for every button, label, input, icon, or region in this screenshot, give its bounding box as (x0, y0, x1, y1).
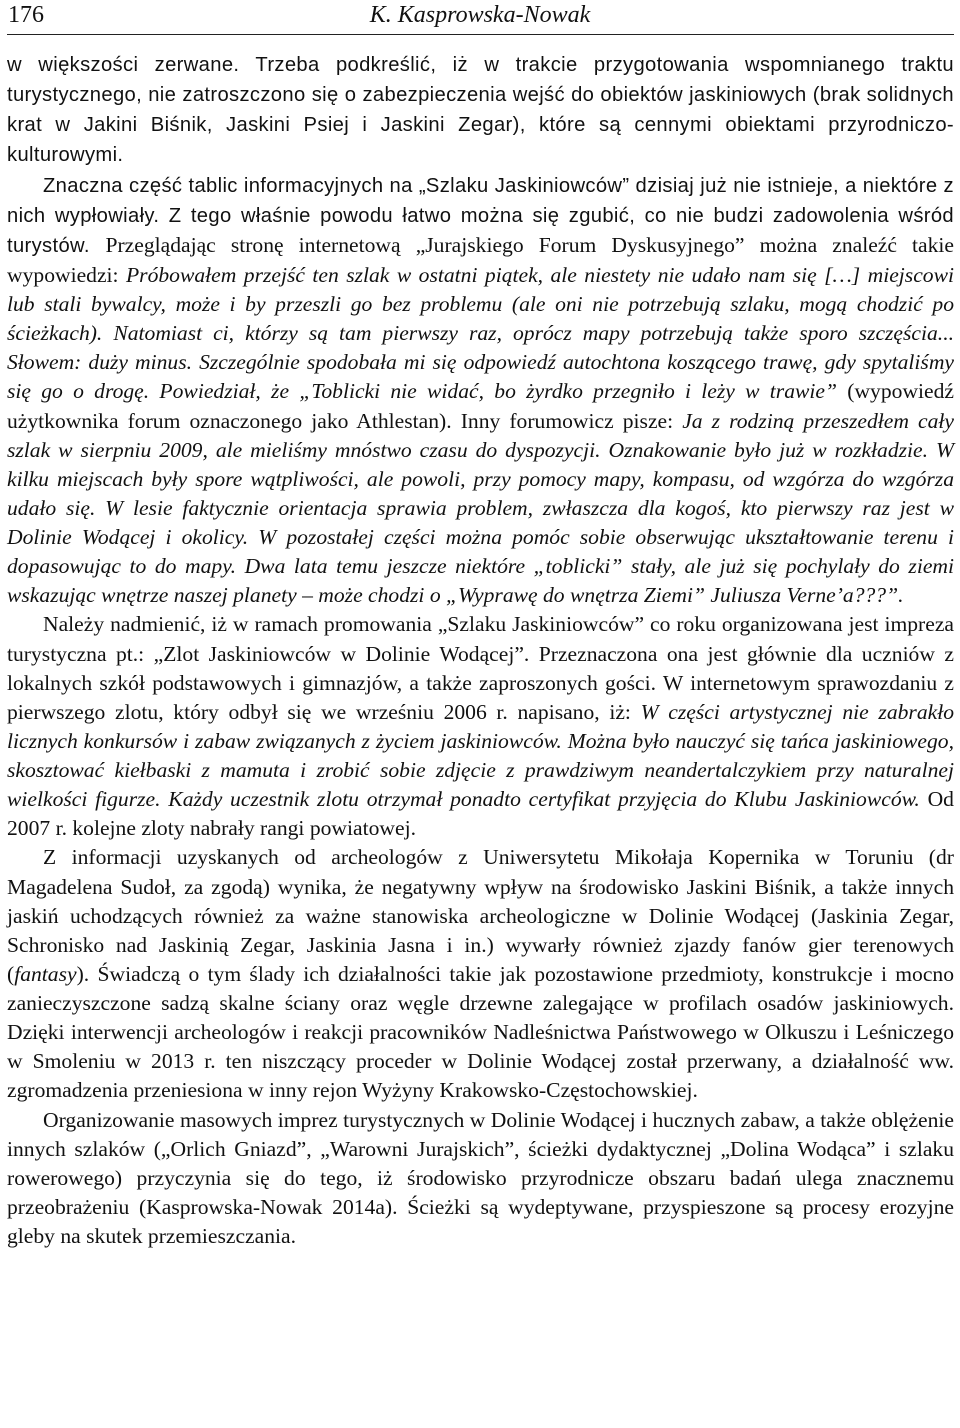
page-number: 176 (8, 2, 44, 28)
page-header (0, 0, 960, 42)
paragraph-text: w większości zerwane. Trzeba podkreślić, iż w trakcie przygotowania wspomnianego traktu turystycznego, nie zatroszczono się o zabezpieczenia wejść do obiektów jaskiniowych (brak solidnych krat w Jakini Biśnik, Jaskini Psiej i Jaskini Zegar), które są cennymi obiektami przyrodniczo-kulturowymi. (7, 54, 954, 167)
paragraph-text: Od 2007 r. kolejne zloty nabrały rangi powiatowej. (7, 787, 954, 841)
paragraph-text: Należy nadmienić, iż w ramach promowania „Szlaku Jaskiniowców” co roku organizowana jest impreza turystyczna pt.: „Zlot Jaskiniowców w Dolinie Wodącej”. Przeznaczona ona jest głównie dla uczniów z lokalnych szkół podstawowych i gimnazjów, a także zaproszonych gości. W internetowym sprawozdaniu z pierwszego zlotu, który odbył się we wrześniu 2006 r. napisano, iż: (7, 612, 954, 724)
paragraph-text: Znaczna część tablic informacyjnych na „Szlaku Jaskiniowców” dzisiaj już nie istnieje, a niektóre z nich wypłowiały. Z tego właśnie powodu łatwo można się zgubić, co nie budzi zadowolenia wśród turystów. (7, 174, 954, 257)
paragraph-text: Organizowanie masowych imprez turystycznych w Dolinie Wodącej i hucznych zabaw, a także oblężenie innych szlaków („Orlich Gniazd”, „Warowni Jurajskich”, ścieżki dydaktycznej „Dolina Wodąca” i szlaku rowerowego) przyczynia się do tego, iż środowisko przyrodnicze obszaru badań ulega znacznemu przeobrażeniu (Kasprowska-Nowak 2014a). Ścieżki są wydeptywane, przyspieszone są procesy erozyjne gleby na skutek przemieszczania. (7, 1107, 954, 1248)
italic-term: fantasy (14, 961, 77, 986)
forum-quote: Ja z rodziną przeszedłem cały szlak w sierpniu 2009, ale mieliśmy mnóstwo czasu do dyspozycji. Oznakowanie było już w rozkładzie. W kilku miejscach były spore wątpliwości, ale powoli, przy pomocy mapy, kompasu, od wzgórza do wzgórza udało się. W lesie faktycznie orientacja sprawia problem, zwłaszcza dla kogoś, kto pierwszy raz jest w Dolinie Wodącej i okolicy. W pozostałej części można pomóc sobie obserwując ukształtowanie terenu i dopasowując to do mapy. Dwa lata temu jeszcze niektóre „toblicki” stały, ale już się pochylały do ziemi wskazując wnętrze naszej planety – może chodzi o „Wyprawę do wnętrza Ziemi” Juliusza Verne’a???”. (7, 408, 955, 608)
body-text (7, 50, 954, 1251)
forum-quote: Próbowałem przejść ten szlak w ostatni piątek, ale niestety nie udało nam się […] miejscowi lub stali bywalcy, może i by przeszli go bez problemu (ale oni nie potrzebują szlaku, mogą chodzić po ścieżkach). Natomiast ci, którzy są tam pierwszy raz, oprócz mapy potrzebują także sporo szczęścia... Słowem: duży minus. Szczególnie spodobała mi się odpowiedź autochtona koszącego trawę, gdy spytaliśmy się go o drogę. Powiedział, że „Toblicki nie widać, bo żyrdko przegniło i leży w trawie” (7, 262, 954, 404)
paragraph (7, 610, 954, 843)
running-head: K. Kasprowska-Nowak (369, 2, 591, 28)
paragraph (7, 50, 954, 171)
report-quote: W części artystycznej nie zabrakło licznych konkursów i zabaw związanych z życiem jaskiniowców. Można było nauczyć się tańca jaskiniowego, skosztować kiełbaski z mamuta i zrobić sobie zdjęcie z prawdziwym neandertalczykiem przy naturalnej wielkości figurze. Każdy uczestnik zlotu otrzymał ponadto certyfikat przyjęcia do Klubu Jaskiniowców. (7, 699, 954, 812)
paragraph-text: ). Świadczą o tym ślady ich działalności takie jak pozostawione przedmioty, konstrukcje i mocno zanieczyszczone sadzą skalne ściany oraz węgle drzewne zalegające w profilach osadów jaskiniowych. Dzięki interwencji archeologów i reakcji pracowników Nadleśnictwa Państwowego w Olkuszu i Leśniczego w Smoleniu w 2013 r. ten niszczący proceder w Dolinie Wodącej został przerwany, a działalność ww. zgromadzenia przeniesiona w inny rejon Wyżyny Krakowsko-Częstochowskiej. (7, 961, 954, 1103)
paragraph-text: Z informacji uzyskanych od archeologów z Uniwersytetu Mikołaja Kopernika w Toruniu (dr Magadelena Sudoł, za zgodą) wynika, że negatywny wpływ na środowisko Jaskini Biśnik, a także innych jaskiń uchodzących również za ważne stanowiska archeologiczne w Dolinie Wodącej (Jaskinia Zegar, Schronisko nad Jaskinią Zegar, Jaskinia Jasna i in.) wywarły również zjazdy fanów gier terenowych ( (7, 845, 954, 986)
header-rule (7, 34, 954, 35)
paragraph (7, 843, 954, 1105)
paragraph (7, 171, 954, 611)
paragraph-text: Przeglądając stronę internetową „Jurajskiego Forum Dyskusyjnego” można znaleźć takie wypowiedzi: (7, 232, 954, 287)
paragraph (7, 1106, 954, 1252)
paragraph-text: (wypowiedź użytkownika forum oznaczonego jako Athlestan). Inny forumowicz pisze: (7, 379, 955, 433)
